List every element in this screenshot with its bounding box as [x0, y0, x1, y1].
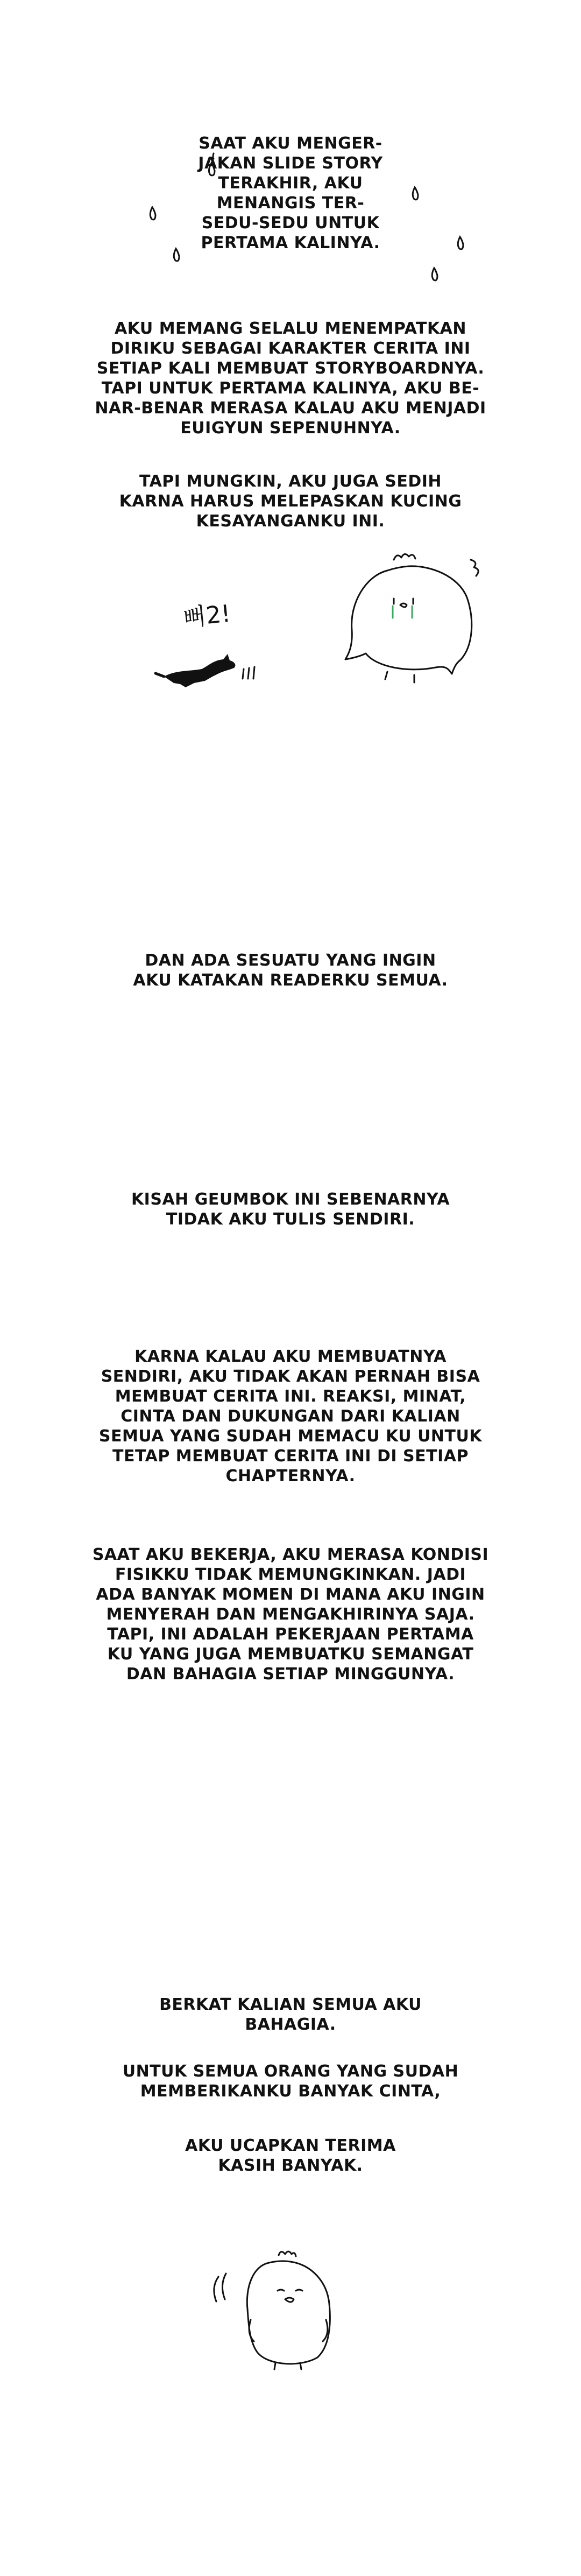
caption-sad-cat	[0, 471, 581, 531]
caption-work-hardship	[0, 1545, 581, 1684]
caption-line: PERTAMA KALINYA.	[201, 234, 380, 252]
caption-line: KARNA KALAU AKU MEMBUATNYA	[134, 1347, 447, 1366]
caption-line: SETIAP KALI MEMBUAT STORYBOARDNYA.	[96, 359, 485, 378]
caption-line: BAHAGIA.	[245, 2015, 336, 2034]
caption-line: TIDAK AKU TULIS SENDIRI.	[166, 1210, 415, 1229]
caption-line: SAAT AKU MENGER-	[199, 134, 382, 153]
caption-thank-you	[0, 2136, 581, 2176]
caption-line: UNTUK SEMUA ORANG YANG SUDAH	[122, 2062, 459, 2081]
caption-line: JAKAN SLIDE STORY	[198, 154, 383, 173]
teardrops-decoration	[0, 0, 581, 323]
caption-readers-support	[0, 1347, 581, 1486]
caption-line: ADA BANYAK MOMEN DI MANA AKU INGIN	[96, 1585, 485, 1604]
caption-line: TAPI MUNGKIN, AKU JUGA SEDIH	[139, 472, 442, 491]
caption-line: KESAYANGANKU INI.	[196, 512, 385, 531]
caption-line: KU YANG JUGA MEMBUATKU SEMANGAT	[107, 1645, 474, 1664]
caption-something-to-say	[0, 951, 581, 990]
caption-line: DAN ADA SESUATU YANG INGIN	[145, 951, 436, 970]
caption-line: KISAH GEUMBOK INI SEBENARNYA	[131, 1190, 450, 1209]
crying-bird-icon	[334, 538, 495, 694]
caption-line: TERAKHIR, AKU	[218, 174, 363, 193]
running-cat-silhouette-icon	[153, 643, 261, 697]
caption-line: MEMBERIKANKU BANYAK CINTA,	[140, 2082, 441, 2101]
caption-line: EUIGYUN SEPENUHNYA.	[180, 419, 401, 438]
caption-line: DIRIKU SEBAGAI KARAKTER CERITA INI	[110, 339, 471, 358]
caption-line: KASIH BANYAK.	[218, 2156, 363, 2175]
caption-line: CHAPTERNYA.	[225, 1467, 356, 1486]
caption-line: MENANGIS TER-	[216, 194, 365, 213]
caption-line: MEMBUAT CERITA INI. REAKSI, MINAT,	[115, 1387, 466, 1406]
caption-line: TETAP MEMBUAT CERITA INI DI SETIAP	[112, 1447, 469, 1466]
caption-line: AKU UCAPKAN TERIMA	[185, 2136, 396, 2155]
caption-line: AKU MEMANG SELALU MENEMPATKAN	[114, 319, 467, 338]
caption-line: KARNA HARUS MELEPASKAN KUCING	[119, 492, 462, 511]
caption-line: SENDIRI, AKU TIDAK AKAN PERNAH BISA	[101, 1367, 480, 1386]
caption-for-everyone	[0, 2061, 581, 2101]
caption-line: DAN BAHAGIA SETIAP MINGGUNYA.	[126, 1665, 455, 1684]
caption-line: TAPI, INI ADALAH PEKERJAAN PERTAMA	[107, 1625, 474, 1644]
caption-line: SEDU-SEDU UNTUK	[201, 214, 380, 233]
bowing-bird-icon	[204, 2239, 355, 2379]
caption-happy	[0, 1995, 581, 2035]
caption-line: MENYERAH DAN MENGAKHIRINYA SAJA.	[106, 1605, 475, 1624]
caption-line: TAPI UNTUK PERTAMA KALINYA, AKU BE-	[101, 379, 480, 398]
sketch-scribble-text: 뻐2!	[182, 600, 232, 632]
caption-line: SAAT AKU BEKERJA, AKU MERASA KONDISI	[92, 1545, 489, 1564]
caption-line: BERKAT KALIAN SEMUA AKU	[159, 1995, 422, 2014]
caption-line: CINTA DAN DUKUNGAN DARI KALIAN	[121, 1407, 460, 1426]
caption-line: SEMUA YANG SUDAH MEMACU KU UNTUK	[98, 1427, 483, 1446]
caption-storyboard	[0, 319, 581, 438]
caption-line: AKU KATAKAN READERKU SEMUA.	[133, 971, 448, 990]
caption-line: FISIKKU TIDAK MEMUNGKINKAN. JADI	[115, 1565, 466, 1584]
caption-line: NAR-BENAR MERASA KALAU AKU MENJADI	[95, 399, 486, 418]
caption-not-alone	[0, 1190, 581, 1229]
